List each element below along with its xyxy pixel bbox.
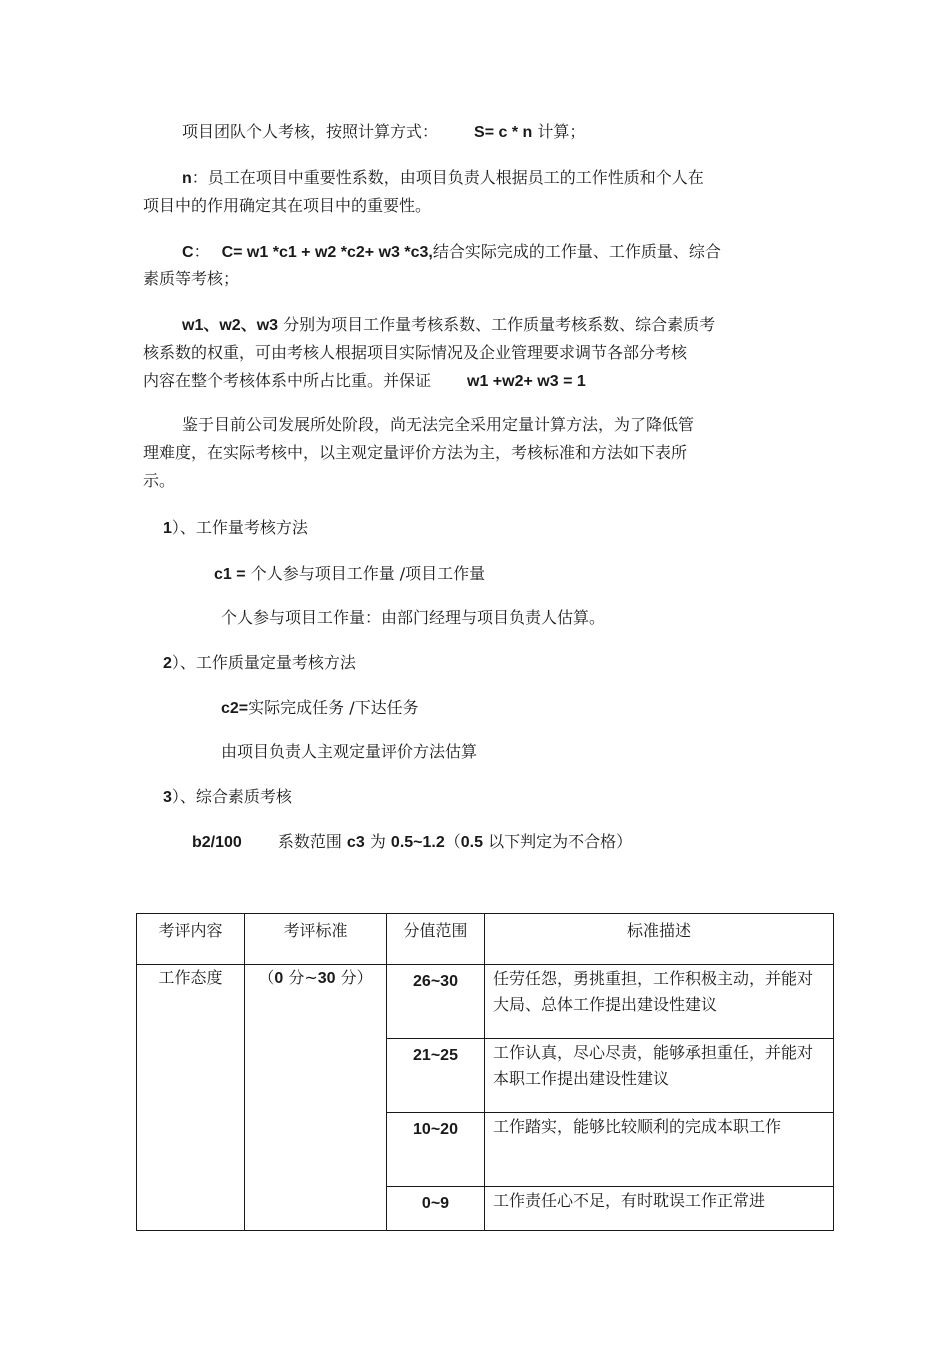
c-definition-line2: 素质等考核； <box>143 269 240 288</box>
weights-line1: 分别为项目工作量考核系数、工作质量考核系数、综合素质考 <box>283 315 716 334</box>
weights-line2: 核系数的权重，可由考核人根据项目实际情况及企业管理要求调节各部分考核 <box>143 343 688 362</box>
paragraph-weights <box>182 314 715 337</box>
workload-note: 个人参与项目工作量：由部门经理与项目负责人估算。 <box>221 608 606 627</box>
c3-symbol: c3 <box>346 834 365 851</box>
n-definition-line2: 项目中的作用确定其在项目中的重要性。 <box>143 196 432 215</box>
formula-c: C= w1 *c1 + w2 *c2+ w3 *c3, <box>221 244 433 261</box>
score-range-cell: 26~30 <box>387 965 485 1039</box>
section-title: ）、工作量考核方法 <box>171 518 308 537</box>
section-number: 1 <box>163 520 172 537</box>
weights-line3 <box>143 370 586 393</box>
assessment-table <box>136 913 834 1231</box>
description-cell: 工作踏实，能够比较顺利的完成本职工作 <box>485 1113 834 1187</box>
label-weights: w1、w2、w3 <box>182 317 279 334</box>
section-workload-heading <box>163 517 308 540</box>
formula-c2-text: 实际完成任务 /下达任务 <box>248 698 419 717</box>
formula-s: S= c * n <box>474 124 533 141</box>
score-range-cell: 21~25 <box>387 1039 485 1113</box>
intro-tail: 计算； <box>537 122 586 141</box>
paragraph-method-line3: 示。 <box>143 471 176 490</box>
label-n: n <box>182 170 192 187</box>
c-definition-line1: 结合实际完成的工作量、工作质量、综合 <box>432 242 721 261</box>
header-score-range: 分值范围 <box>387 914 485 965</box>
formula-c2-line <box>221 697 419 720</box>
fail-threshold-text: 以下判定为不合格） <box>488 832 633 851</box>
intro-text: 项目团队个人考核，按照计算方式： <box>182 122 439 141</box>
paragraph-n-definition <box>182 167 704 190</box>
c3-text: 为 <box>369 832 386 851</box>
section-title: ）、工作质量定量考核方法 <box>171 653 356 672</box>
table-header-row <box>137 914 834 965</box>
paragraph-method-line1: 鉴于目前公司发展所处阶段，尚无法完全采用定量计算方法，为了降低管 <box>182 415 695 434</box>
header-description: 标准描述 <box>485 914 834 965</box>
c-separator: ： <box>193 242 210 261</box>
n-definition-line1: ：员工在项目中重要性系数，由项目负责人根据员工的工作性质和个人在 <box>191 168 704 187</box>
table-row <box>137 965 834 1039</box>
formula-b2: b2/100 <box>192 834 242 851</box>
score-range-cell: 10~20 <box>387 1113 485 1187</box>
description-cell: 工作责任心不足，有时耽误工作正常进 <box>485 1187 834 1231</box>
header-standard: 考评标准 <box>245 914 387 965</box>
standard-unit: 分~ <box>283 968 318 987</box>
standard-cell <box>245 965 387 1231</box>
label-c: C <box>182 244 194 261</box>
section-quality-overall-heading <box>163 786 292 809</box>
formula-c1-text: 个人参与项目工作量 /项目工作量 <box>250 564 486 583</box>
paren-open: （ <box>258 968 275 987</box>
paragraph-assessment-intro <box>182 121 585 144</box>
section-number: 2 <box>163 655 172 672</box>
formula-c1: c1 = <box>214 566 246 583</box>
standard-min: 0 <box>274 970 284 987</box>
coefficient-range-line <box>192 831 632 854</box>
weights-line3-text: 内容在整个考核体系中所占比重。并保证 <box>143 371 432 390</box>
paren-close: 分） <box>335 968 373 987</box>
section-number: 3 <box>163 789 172 806</box>
formula-c1-line <box>214 563 485 586</box>
quality-note: 由项目负责人主观定量评价方法估算 <box>221 742 478 761</box>
range-label: 系数范围 <box>277 832 342 851</box>
paragraph-c-definition <box>182 241 721 264</box>
paragraph-method-line2: 理难度，在实际考核中，以主观定量评价方法为主，考核标准和方法如下表所 <box>143 443 688 462</box>
section-quality-heading <box>163 652 356 675</box>
score-range-cell: 0~9 <box>387 1187 485 1231</box>
description-cell: 任劳任怨，勇挑重担，工作积极主动，并能对大局、总体工作提出建设性建议 <box>485 965 834 1039</box>
category-cell: 工作态度 <box>137 965 245 1231</box>
description-cell: 工作认真，尽心尽责，能够承担重任，并能对本职工作提出建设性建议 <box>485 1039 834 1113</box>
section-title: ）、综合素质考核 <box>171 787 292 806</box>
formula-c2: c2= <box>221 700 249 717</box>
formula-weights-sum: w1 +w2+ w3 = 1 <box>467 373 586 390</box>
fail-threshold: 0.5 <box>460 834 484 851</box>
header-content: 考评内容 <box>137 914 245 965</box>
paren-open: （ <box>444 832 461 851</box>
standard-max: 30 <box>317 970 336 987</box>
coefficient-range: 0.5~1.2 <box>390 834 445 851</box>
